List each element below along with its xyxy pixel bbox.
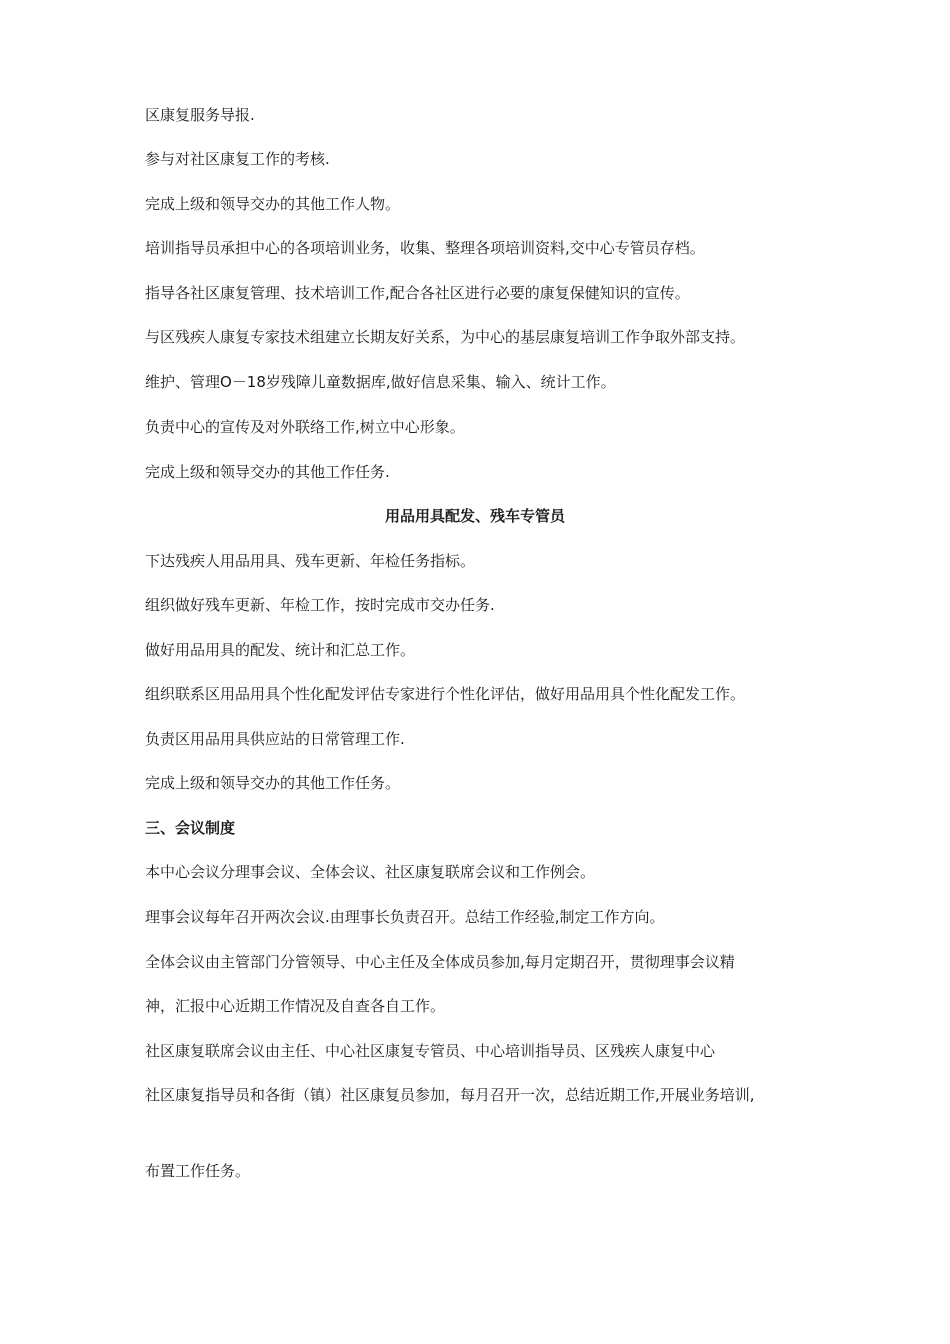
paragraph-line: 与区残疾人康复专家技术组建立长期友好关系，为中心的基层康复培训工作争取外部支持。	[145, 328, 746, 346]
paragraph-line: 组织联系区用品用具个性化配发评估专家进行个性化评估，做好用品用具个性化配发工作。	[145, 685, 746, 703]
paragraph-line: 下达残疾人用品用具、残车更新、年检任务指标。	[145, 552, 476, 570]
paragraph-line: 负责区用品用具供应站的日常管理工作.	[145, 730, 405, 748]
paragraph-line: 神，汇报中心近期工作情况及自查各自工作。	[145, 997, 446, 1015]
paragraph-line: 理事会议每年召开两次会议.由理事长负责召开。总结工作经验,制定工作方向。	[145, 908, 665, 926]
paragraph-line: 社区康复指导员和各街（镇）社区康复员参加，每月召开一次，总结近期工作,开展业务培训,	[145, 1086, 755, 1104]
paragraph-line: 社区康复联席会议由主任、中心社区康复专管员、中心培训指导员、区残疾人康复中心	[145, 1042, 716, 1060]
paragraph-line: 完成上级和领导交办的其他工作任务。	[145, 774, 401, 792]
subsection-heading: 用品用具配发、残车专管员	[384, 507, 565, 525]
paragraph-line: 完成上级和领导交办的其他工作任务.	[145, 463, 390, 481]
section-heading: 三、会议制度	[145, 819, 236, 837]
paragraph-line: 完成上级和领导交办的其他工作人物。	[145, 195, 401, 213]
paragraph-line: 培训指导员承担中心的各项培训业务，收集、整理各项培训资料,交中心专管员存档。	[145, 239, 705, 257]
paragraph-line: 本中心会议分理事会议、全体会议、社区康复联席会议和工作例会。	[145, 863, 596, 881]
paragraph-line: 负责中心的宣传及对外联络工作,树立中心形象。	[145, 418, 465, 436]
paragraph-line: 全体会议由主管部门分管领导、中心主任及全体成员参加,每月定期召开，贯彻理事会议精	[145, 953, 735, 971]
paragraph-line: 维护、管理O－18岁残障儿童数据库,做好信息采集、输入、统计工作。	[145, 373, 616, 391]
paragraph-line: 区康复服务导报.	[145, 106, 255, 124]
paragraph-line: 指导各社区康复管理、技术培训工作,配合各社区进行必要的康复保健知识的宣传。	[145, 284, 690, 302]
paragraph-line: 组织做好残车更新、年检工作，按时完成市交办任务.	[145, 596, 495, 614]
paragraph-line: 布置工作任务。	[145, 1162, 251, 1180]
paragraph-line: 参与对社区康复工作的考核.	[145, 150, 330, 168]
paragraph-line: 做好用品用具的配发、统计和汇总工作。	[145, 641, 416, 659]
